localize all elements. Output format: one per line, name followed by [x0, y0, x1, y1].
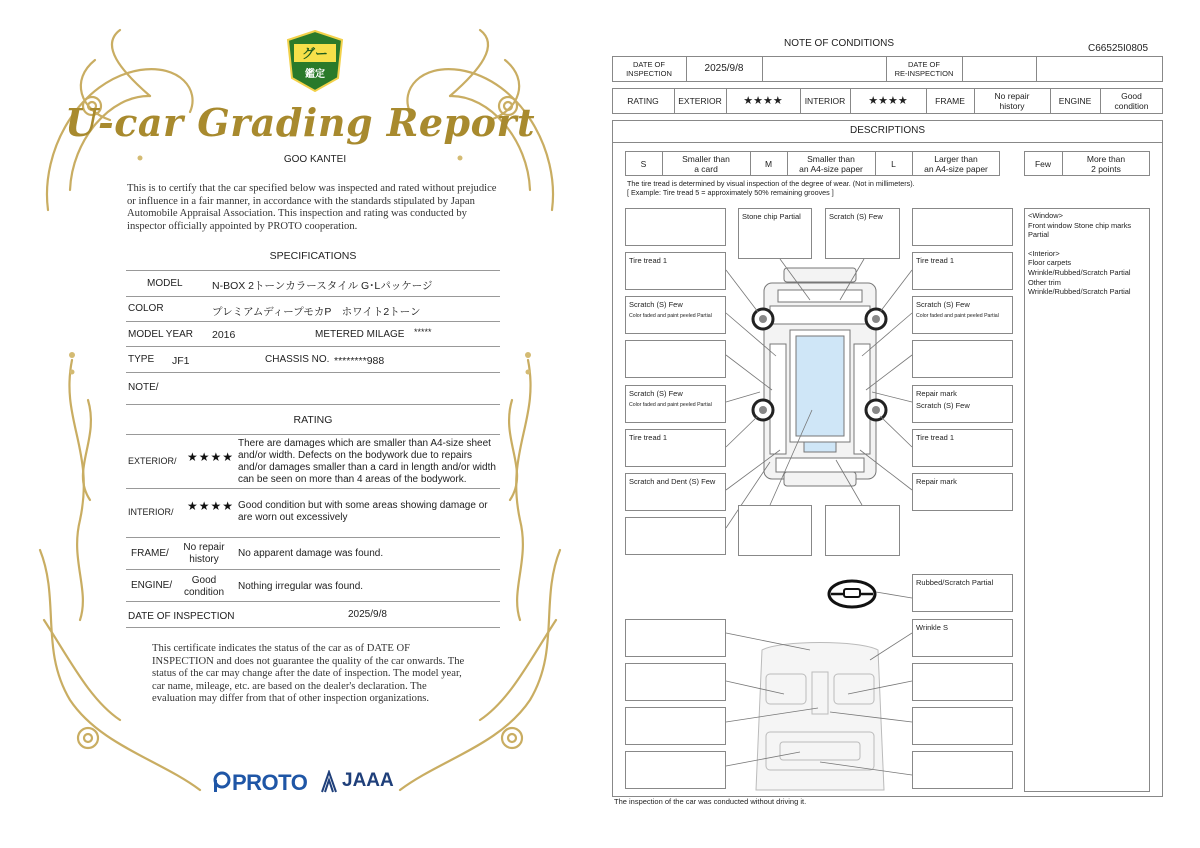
frame-value-2: history: [999, 101, 1025, 111]
legend-s-desc-2: a card: [694, 163, 718, 174]
note-footer: The inspection of the car was conducted without driving it.: [614, 797, 807, 806]
interior-text-3: Other trim: [1028, 277, 1061, 287]
condition-box-top-left: [738, 208, 812, 259]
type-value: JF1: [172, 355, 190, 367]
condition-text: Tire tread 1: [916, 256, 955, 265]
condition-box: [625, 208, 726, 246]
reinspection-label-2: RE-INSPECTION: [894, 69, 954, 78]
interior-text-4: Wrinkle/Rubbed/Scratch Partial: [1028, 287, 1131, 297]
frame-value-line1: No repair: [183, 542, 225, 553]
reinspection-label-1: DATE OF: [908, 60, 940, 69]
type-label: TYPE: [128, 354, 155, 365]
condition-text: Scratch (S) Few: [629, 389, 683, 398]
condition-text: Scratch (S) Few: [916, 300, 970, 309]
interior-label: INTERIOR: [804, 96, 846, 106]
condition-box: [625, 751, 726, 789]
window-text: Front window Stone chip marks Partial: [1028, 220, 1132, 240]
condition-box-right-scratch-1: [912, 296, 1013, 334]
condition-text: Stone chip Partial: [742, 212, 801, 221]
legend-few-desc-1: More than: [1086, 153, 1126, 164]
model-label: MODEL: [147, 278, 183, 289]
spacer: [1028, 240, 1146, 249]
date-of-inspection-value: 2025/9/8: [348, 609, 387, 620]
frame-label: FRAME: [935, 96, 965, 106]
window-heading: <Window>: [1028, 211, 1063, 220]
condition-box: [912, 751, 1013, 789]
legend-m-desc-1: Smaller than: [807, 153, 855, 164]
remarks-panel: [1024, 208, 1150, 792]
proto-logo: PROTO: [232, 770, 308, 795]
model-year-value: 2016: [212, 329, 236, 341]
engine-description: Nothing irregular was found.: [238, 581, 364, 592]
condition-text: Scratch (S) Few: [829, 212, 883, 221]
legend-s-desc-1: Smaller than: [682, 153, 730, 164]
condition-box: [625, 517, 726, 555]
condition-box: [625, 340, 726, 378]
rating-label: RATING: [627, 96, 659, 106]
condition-subtext: Color faded and paint peeled Partial: [629, 313, 712, 319]
frame-value-line2: history: [189, 554, 219, 565]
condition-text: Tire tread 1: [629, 256, 668, 265]
condition-text-2: Scratch (S) Few: [916, 401, 970, 410]
condition-box: [625, 663, 726, 701]
condition-text: Scratch and Dent (S) Few: [629, 477, 716, 486]
legend-l-desc-1: Larger than: [934, 153, 978, 164]
certificate-intro: This is to certify that the car specified below was inspected and rated without prejudice or influence in a fair manner, in accordance with the standards stipulated by Japan Automobile Appraisal Association. This inspection and rating was conducted by inspector officially appointed by PROTO cooperation.: [127, 183, 497, 232]
condition-box: [738, 505, 812, 556]
condition-box-right-repair-1: [912, 385, 1013, 423]
condition-text: Scratch (S) Few: [629, 300, 683, 309]
interior-stars: ★★★★: [868, 95, 908, 107]
condition-box: [625, 707, 726, 745]
tire-note-2: [ Example: Tire tread 5 = approximately 50% remaining grooves ]: [627, 188, 834, 197]
condition-box-top-right: [825, 208, 900, 259]
frame-description: No apparent damage was found.: [238, 548, 384, 559]
steering-wheel-icon: [829, 581, 875, 607]
condition-text: Repair mark: [916, 389, 957, 398]
interior-text-1: Floor carpets: [1028, 258, 1072, 268]
specifications-heading: SPECIFICATIONS: [269, 250, 357, 262]
condition-box-left-scratch-1: [625, 296, 726, 334]
engine-label: ENGINE: [1058, 96, 1092, 106]
model-year-label: MODEL YEAR: [128, 329, 194, 340]
legend-few-desc-2: 2 points: [1091, 163, 1121, 174]
condition-subtext: Color faded and paint peeled Partial: [629, 402, 712, 408]
frame-value-1: No repair: [994, 91, 1030, 101]
condition-box-right-repair-2: [912, 473, 1013, 511]
condition-box-interior-wrinkle: [912, 619, 1013, 657]
condition-box-steering: [912, 574, 1013, 612]
rating-heading: RATING: [293, 414, 333, 426]
exterior-label: EXTERIOR/: [128, 456, 177, 466]
color-label: COLOR: [128, 303, 164, 314]
condition-box: [625, 619, 726, 657]
interior-label: INTERIOR/: [128, 507, 174, 517]
interior-heading: <Interior>: [1028, 248, 1060, 258]
date-of-inspection-label-1: DATE OF: [633, 60, 665, 69]
condition-text: Rubbed/Scratch Partial: [916, 578, 994, 587]
engine-label: ENGINE/: [131, 580, 173, 591]
note-label: NOTE/: [128, 382, 159, 393]
condition-text: Wrinkle S: [916, 623, 948, 632]
condition-box: [825, 505, 900, 556]
badge-top-text: グー: [301, 47, 329, 62]
engine-value-2: condition: [1114, 101, 1149, 111]
exterior-stars: ★★★★: [743, 95, 783, 107]
legend-s: S: [640, 158, 647, 169]
condition-box-right-tire-front: [912, 252, 1013, 290]
color-value: プレミアムディープモカP ホワイト2トーン: [212, 306, 421, 318]
condition-box: [912, 707, 1013, 745]
badge-bottom-text: 鑑定: [305, 69, 325, 80]
chassis-label: CHASSIS NO.: [265, 354, 330, 365]
legend-l: L: [891, 158, 896, 169]
jaaa-logo: JAAA: [342, 770, 394, 791]
condition-text: Repair mark: [916, 477, 957, 486]
condition-box-left-tire-front: [625, 252, 726, 290]
engine-value-1: Good: [1121, 91, 1142, 101]
legend-m: M: [764, 158, 773, 169]
metered-milage-label: METERED MILAGE: [315, 329, 405, 340]
interior-stars: ★★★★: [187, 499, 235, 513]
chassis-value: ********988: [334, 355, 385, 367]
condition-box: [912, 663, 1013, 701]
frame-label: FRAME/: [131, 548, 169, 559]
condition-box-right-tire-rear: [912, 429, 1013, 467]
condition-box-left-scratch-2: [625, 385, 726, 423]
certificate-footer: This certificate indicates the status of the car as of DATE OF INSPECTION and does not guarantee the quality of the car onwards. The status of the car may change after the date of inspection. The model year, car name, mileage, etc. are based on the dealer's declaration. The evaluation may differ from that of other inspection organizations.: [152, 643, 465, 705]
date-of-inspection-label-2: INSPECTION: [626, 69, 672, 78]
interior-description: Good condition but with some areas showing damage or are worn out excessively: [238, 500, 488, 523]
engine-value-line2: condition: [183, 587, 225, 598]
legend-few-label: Few: [1034, 158, 1052, 169]
engine-value-line1: Good: [191, 575, 217, 586]
condition-text: Tire tread 1: [916, 433, 955, 442]
condition-text: Tire tread 1: [629, 433, 668, 442]
legend-l-desc-2: an A4-size paper: [924, 163, 988, 174]
note-title: NOTE OF CONDITIONS: [784, 38, 894, 49]
condition-box-left-tire-rear: [625, 429, 726, 467]
legend-m-desc-2: an A4-size paper: [799, 163, 863, 174]
exterior-description: There are damages which are smaller than A4-size sheet and/or width. Defects on the bodywork due to repairs and/or damages smaller than a card in length and/or width can be seen on more than 4 areas of the bodywork.: [238, 438, 496, 485]
date-of-inspection-value: 2025/9/8: [704, 63, 744, 74]
condition-box-left-scratch-dent: [625, 473, 726, 511]
descriptions-heading: DESCRIPTIONS: [849, 125, 925, 136]
condition-subtext: Color faded and paint peeled Partial: [916, 313, 999, 319]
model-value: N-BOX 2トーンカラースタイル G･Lパッケージ: [212, 280, 433, 292]
exterior-stars: ★★★★: [187, 450, 235, 464]
condition-box: [912, 340, 1013, 378]
metered-milage-value: *****: [414, 327, 432, 337]
certificate-title: U-car Grading Report: [64, 100, 536, 145]
tire-note-1: The tire tread is determined by visual inspection of the degree of wear. (Not in millimeters).: [627, 179, 915, 188]
interior-text-2: Wrinkle/Rubbed/Scratch Partial: [1028, 267, 1131, 277]
note-code: C66525I0805: [1088, 43, 1149, 54]
exterior-label: EXTERIOR: [678, 96, 722, 106]
condition-box: [912, 208, 1013, 246]
certificate-subtitle: GOO KANTEI: [283, 154, 347, 165]
date-of-inspection-label: DATE OF INSPECTION: [128, 611, 235, 622]
